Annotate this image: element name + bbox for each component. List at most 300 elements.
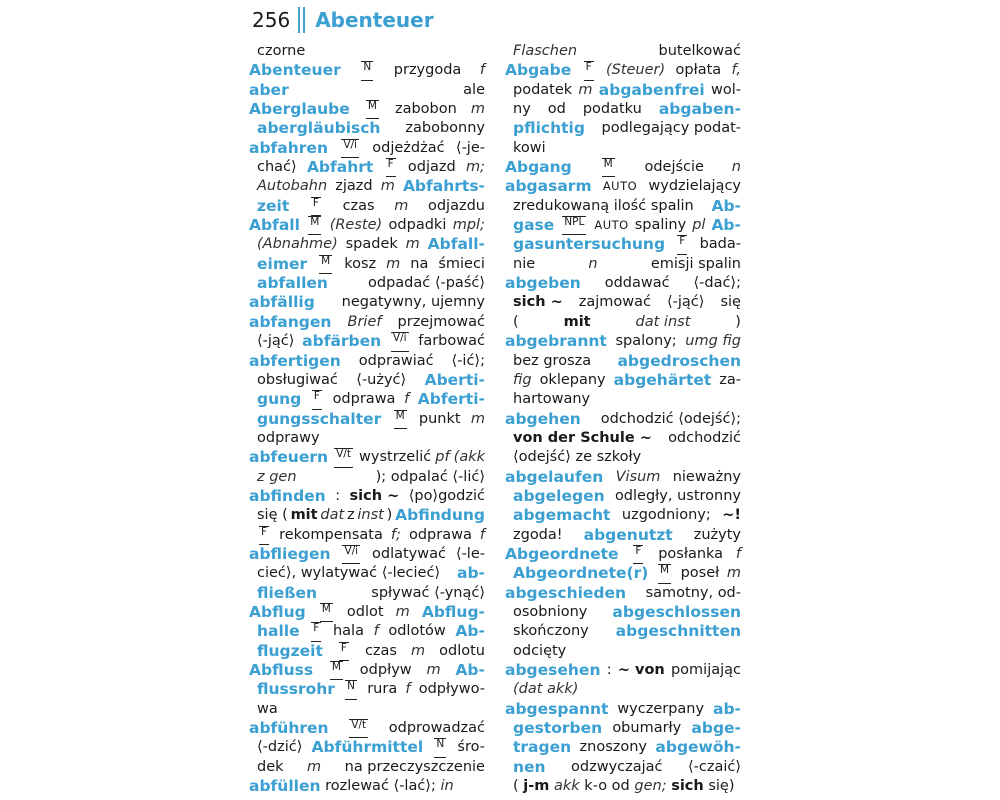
headword: abgedroschen xyxy=(617,351,741,370)
gender-tag: V/i xyxy=(391,332,409,351)
headword: halle xyxy=(257,622,300,641)
headword: abgeschnitten xyxy=(615,622,741,641)
dictionary-line xyxy=(505,738,741,757)
dictionary-line xyxy=(505,448,741,467)
bold-phrase: sich xyxy=(671,778,704,795)
headword: flugzeit xyxy=(257,641,323,660)
entry-text: bada- xyxy=(699,236,741,253)
entry-text: się ( xyxy=(257,507,288,524)
dictionary-line xyxy=(505,487,741,506)
italic-note: dat xyxy=(320,507,345,524)
entry-text: kowi xyxy=(513,139,546,156)
dictionary-line xyxy=(249,274,485,293)
entry-text: ⟨-czaić⟩ xyxy=(687,758,741,775)
dictionary-line xyxy=(505,255,741,274)
dictionary-line xyxy=(249,158,485,177)
entry-text: czorne xyxy=(257,43,306,59)
dictionary-line xyxy=(505,61,741,80)
italic-note: gen; xyxy=(634,778,667,795)
dictionary-line xyxy=(505,429,741,448)
headword: abfüllen xyxy=(249,777,321,796)
entry-text: odlotu xyxy=(439,642,485,659)
headword: tragen xyxy=(513,738,572,757)
entry-text: zużyty xyxy=(693,526,741,543)
gender-tag: F xyxy=(311,197,321,216)
italic-note: m; xyxy=(465,159,485,176)
gender-tag: N xyxy=(434,738,446,757)
italic-note: m xyxy=(405,236,420,253)
headword: nen xyxy=(513,757,546,776)
entry-text: ⟨-ić⟩; xyxy=(451,352,485,369)
entry-text: osobniony xyxy=(513,603,588,620)
entry-text: odprawy xyxy=(257,429,320,446)
dictionary-line xyxy=(249,622,485,641)
entry-text: hala xyxy=(332,623,364,640)
italic-note: f xyxy=(405,681,411,698)
headword: zeit xyxy=(257,196,290,215)
gender-tag: M xyxy=(366,100,379,119)
headword: abge- xyxy=(691,719,741,738)
entry-text: spaliny xyxy=(634,217,687,234)
entry-text: ale xyxy=(463,81,485,98)
entry-text: odpadać ⟨-paść⟩ xyxy=(368,275,485,292)
entry-text: skończony xyxy=(513,623,589,640)
dictionary-line xyxy=(505,371,741,390)
entry-text: ⟨po⟩godzić xyxy=(408,487,485,504)
entry-text: odprowadzać xyxy=(388,720,485,737)
headword: abgaben- xyxy=(658,100,741,119)
entry-text: odlot xyxy=(346,603,384,620)
italic-note: m xyxy=(386,255,401,272)
header-divider xyxy=(303,7,305,33)
entry-text: nie xyxy=(513,255,536,272)
dictionary-line xyxy=(505,158,741,177)
gender-tag: F xyxy=(677,235,687,254)
entry-text: odchodzić ⟨odejść⟩; xyxy=(600,410,741,427)
entry-text: butelkować xyxy=(658,43,741,59)
dictionary-line xyxy=(505,584,741,603)
headword: abgemacht xyxy=(513,506,611,525)
headword: Abflug xyxy=(249,602,306,621)
entry-text: obumarły xyxy=(612,720,682,737)
italic-note: in xyxy=(440,778,454,795)
headword: gase xyxy=(513,216,555,235)
entry-text: zabobonny xyxy=(405,120,485,137)
italic-note: pf xyxy=(435,449,450,466)
entry-text: nieważny xyxy=(672,468,741,485)
italic-note: f xyxy=(735,545,741,562)
headword: eimer xyxy=(257,254,308,273)
entry-text: rekompensata xyxy=(279,526,383,543)
bold-phrase: von der Schule ~ xyxy=(513,429,652,446)
bold-phrase: ~! xyxy=(722,507,741,524)
gender-tag: M xyxy=(394,410,407,429)
entry-text: odpadki xyxy=(388,217,447,234)
italic-note: n xyxy=(588,255,598,272)
entry-text: ⟨-lać⟩; xyxy=(393,778,436,795)
headword: abfahren xyxy=(249,138,328,157)
headword: Abgabe xyxy=(505,61,572,80)
bold-phrase: sich ~ xyxy=(349,487,400,504)
entry-text: ⟨-jąć⟩ xyxy=(257,333,295,350)
dictionary-line xyxy=(505,564,741,583)
headword: gestorben xyxy=(513,719,603,738)
dictionary-line xyxy=(505,139,741,158)
entry-text: zjazd xyxy=(335,178,373,195)
gender-tag: V/i xyxy=(342,545,360,564)
italic-note: m xyxy=(470,101,485,118)
headword: abfärben xyxy=(302,332,382,351)
page-number: 256 xyxy=(252,8,291,32)
entry-text: poseł xyxy=(680,565,720,582)
entry-text: hartowany xyxy=(513,391,591,408)
dictionary-line xyxy=(249,719,485,738)
dictionary-line xyxy=(249,371,485,390)
entry-text: z xyxy=(346,507,355,524)
dictionary-line xyxy=(505,274,741,293)
dictionary-line xyxy=(505,313,741,332)
bold-phrase: j-m xyxy=(523,778,550,795)
headword: Abführmittel xyxy=(311,738,424,757)
bold-phrase: mit xyxy=(563,313,591,330)
italic-note: m xyxy=(726,565,741,582)
dictionary-line xyxy=(249,255,485,274)
italic-note: fig xyxy=(513,371,532,388)
entry-text: na xyxy=(410,255,429,272)
headword: abgeschieden xyxy=(505,583,627,602)
entry-text: odlatywać xyxy=(372,545,446,562)
dictionary-line xyxy=(505,352,741,371)
italic-note: umg fig xyxy=(685,333,741,350)
headword: aber xyxy=(249,80,289,99)
italic-note: f xyxy=(479,526,485,543)
dictionary-line xyxy=(249,293,485,312)
italic-note: m xyxy=(470,410,485,427)
entry-text: przejmować xyxy=(397,313,485,330)
dictionary-line xyxy=(249,487,485,506)
entry-text: ⟨-użyć⟩ xyxy=(356,371,407,388)
headword: abgelaufen xyxy=(505,467,604,486)
entry-text: podatek xyxy=(513,81,573,98)
entry-text: uzgodniony; xyxy=(621,507,711,524)
gender-tag: M xyxy=(658,564,671,583)
entry-text: wyczerpany xyxy=(617,700,705,717)
entry-text: od xyxy=(547,101,566,118)
gender-tag: N xyxy=(345,680,357,699)
entry-text: śmieci xyxy=(438,255,485,272)
entry-text: ) xyxy=(386,507,393,524)
entry-text: spływać ⟨-ynąć⟩ xyxy=(371,584,485,601)
entry-text: rura xyxy=(367,681,398,698)
gender-tag: N xyxy=(361,61,373,80)
entry-text: wydzielający xyxy=(648,178,741,195)
entry-text: ⟨-dzić⟩ xyxy=(257,739,303,756)
gender-tag: M xyxy=(320,603,333,622)
headword: Aberti- xyxy=(424,370,485,389)
dictionary-line xyxy=(505,216,741,235)
entry-text: wol- xyxy=(710,81,741,98)
headword: abgelegen xyxy=(513,486,605,505)
dictionary-line xyxy=(249,738,485,757)
headword: abergläubisch xyxy=(257,119,381,138)
entry-text: pomijając xyxy=(670,662,741,678)
entry-text: wystrzelić xyxy=(359,449,432,466)
dictionary-line xyxy=(249,448,485,467)
entry-text: spadek xyxy=(345,236,398,253)
dictionary-line xyxy=(249,545,485,564)
headword: abfällig xyxy=(249,293,315,312)
entry-text: spalony; xyxy=(615,333,677,350)
entry-text: odpływo- xyxy=(418,681,485,698)
dictionary-line xyxy=(505,235,741,254)
dictionary-line xyxy=(505,506,741,525)
italic-note: Autobahn xyxy=(257,178,328,195)
headword: Abfindung xyxy=(395,506,485,525)
headword: ab- xyxy=(712,699,741,718)
entry-text: samotny, od- xyxy=(645,584,741,601)
dictionary-line xyxy=(505,719,741,738)
gender-tag: F xyxy=(633,545,643,564)
italic-note: dat inst xyxy=(635,313,691,330)
gender-tag: F xyxy=(339,642,349,661)
entry-text: odjeżdżać xyxy=(372,139,445,156)
entry-text: ny xyxy=(513,101,531,118)
entry-text: się xyxy=(720,294,741,311)
entry-text: odprawiać xyxy=(358,352,434,369)
dictionary-line xyxy=(249,777,485,796)
dictionary-line xyxy=(505,700,741,719)
headword: Abgang xyxy=(505,158,572,177)
italic-note: z gen xyxy=(257,468,297,485)
entry-text: farbować xyxy=(418,333,485,350)
headword: abgeschlossen xyxy=(612,602,741,621)
headword: Abfahrts- xyxy=(402,177,485,196)
entry-text: emisji spalin xyxy=(650,255,741,272)
entry-text: ⟨-le- xyxy=(455,545,485,562)
dictionary-line xyxy=(249,506,485,525)
gender-tag: V/i xyxy=(341,139,359,158)
italic-note: Brief xyxy=(347,313,382,330)
headword: abfeuern xyxy=(249,448,329,467)
headword: abfliegen xyxy=(249,544,331,563)
italic-note: m xyxy=(578,81,593,98)
headword: Abenteuer xyxy=(249,61,341,80)
headword: Abfall- xyxy=(427,235,485,254)
entry-text: ⟨-jąć⟩ xyxy=(667,294,705,311)
headword: abgewöh- xyxy=(655,738,741,757)
italic-note: (Abnahme) xyxy=(257,236,338,253)
entry-text: kosz xyxy=(344,255,377,272)
gender-tag: F xyxy=(311,622,321,641)
entry-text: podlegający podat- xyxy=(601,120,741,137)
dictionary-line xyxy=(249,526,485,545)
headword: Abfluss xyxy=(249,661,314,679)
entry-text: śro- xyxy=(457,739,485,756)
headword: ab- xyxy=(457,564,485,583)
dictionary-line xyxy=(249,119,485,138)
entry-text: za- xyxy=(719,371,741,388)
dictionary-line xyxy=(249,642,485,661)
entry-text: : xyxy=(335,487,341,504)
dictionary-line xyxy=(249,410,485,429)
bold-phrase: mit xyxy=(290,507,318,524)
entry-text: ) xyxy=(735,313,741,330)
entry-text: odpływ xyxy=(359,662,412,678)
dictionary-line xyxy=(505,545,741,564)
entry-text: ⟨-je- xyxy=(455,139,485,156)
italic-note: Visum xyxy=(615,468,661,485)
headword: gasuntersuchung xyxy=(513,235,666,254)
domain-label: AUTO xyxy=(594,218,629,233)
entry-text: się) xyxy=(708,778,735,795)
dictionary-line xyxy=(505,661,741,680)
headword: abfinden xyxy=(249,486,326,505)
dictionary-line xyxy=(249,468,485,487)
entry-text: zgoda! xyxy=(513,526,563,543)
entry-text: k-o od xyxy=(584,778,630,795)
italic-note: m xyxy=(395,603,410,620)
italic-note: f xyxy=(373,623,379,640)
dictionary-line xyxy=(505,642,741,661)
bold-phrase: ~ von xyxy=(617,662,665,678)
headword: gungsschalter xyxy=(257,409,382,428)
headword: Abgeordnete xyxy=(505,544,619,563)
headword: abfallen xyxy=(257,274,328,293)
entry-text: odejście xyxy=(644,159,704,176)
gender-tag: F xyxy=(584,61,594,80)
dictionary-line xyxy=(249,680,485,699)
entry-text: odzwyczajać xyxy=(571,758,663,775)
dictionary-line xyxy=(249,564,485,583)
dictionary-line xyxy=(249,390,485,409)
gender-tag: V/t xyxy=(334,448,353,467)
headword: abgenutzt xyxy=(583,525,673,544)
entry-text: odległy, ustronny xyxy=(614,487,741,504)
dictionary-line xyxy=(249,81,485,100)
italic-note: f xyxy=(479,62,485,79)
entry-text: zajmować xyxy=(578,294,651,311)
gender-tag: V/t xyxy=(349,719,368,738)
dictionary-line xyxy=(249,352,485,371)
headword: abgebrannt xyxy=(505,332,607,351)
entry-text: negatywny, ujemny xyxy=(341,294,485,311)
headword: Ab- xyxy=(455,661,485,679)
italic-note: m xyxy=(380,178,395,195)
gender-tag: F xyxy=(386,158,396,177)
gender-tag: M xyxy=(330,661,343,680)
headword: abgabenfrei xyxy=(598,80,705,99)
gender-tag: M xyxy=(319,255,332,274)
italic-note: inst xyxy=(357,507,384,524)
entry-text: obsługiwać xyxy=(257,371,338,388)
entry-text: ⟨odejść⟩ ze szkoły xyxy=(513,449,642,466)
dictionary-line xyxy=(249,332,485,351)
headword: Ab- xyxy=(711,196,741,215)
entry-text: oklepany xyxy=(539,371,606,388)
gender-tag: M xyxy=(602,158,615,177)
dictionary-line xyxy=(249,177,485,196)
entry-text: odprawa xyxy=(408,526,472,543)
headword: abgehärtet xyxy=(613,370,712,389)
dictionary-line xyxy=(505,758,741,777)
headword: fließen xyxy=(257,583,318,602)
dictionary-line xyxy=(505,293,741,312)
headword: abgasarm xyxy=(505,177,592,196)
entry-text: odjazdu xyxy=(427,197,485,214)
headword: Abfahrt xyxy=(306,158,374,177)
italic-note: m xyxy=(307,758,322,775)
headword: Aberglaube xyxy=(249,100,350,119)
domain-label: AUTO xyxy=(602,179,638,194)
dictionary-line xyxy=(505,680,741,699)
italic-note: Flaschen xyxy=(513,43,578,59)
headword: abfangen xyxy=(249,312,332,331)
headword: abführen xyxy=(249,719,329,738)
entry-text: odlotów xyxy=(388,623,446,640)
entry-text: odcięty xyxy=(513,642,567,659)
running-head-title: Abenteuer xyxy=(315,8,434,32)
headword: abgespannt xyxy=(505,699,609,718)
entry-text: ⟨-dać⟩; xyxy=(693,275,741,292)
left-column xyxy=(249,42,485,796)
dictionary-line xyxy=(249,758,485,777)
entry-text: przygoda xyxy=(393,62,462,79)
dictionary-line xyxy=(505,332,741,351)
dictionary-line xyxy=(249,216,485,235)
italic-note: f, xyxy=(731,62,741,79)
dictionary-line xyxy=(505,603,741,622)
dictionary-line xyxy=(249,139,485,158)
entry-text: znoszony xyxy=(579,739,648,756)
entry-text: : xyxy=(606,662,612,678)
dictionary-line xyxy=(249,603,485,622)
entry-text: oddawać xyxy=(604,275,670,292)
italic-note: m xyxy=(426,662,441,678)
italic-note: m xyxy=(411,642,426,659)
entry-text: zabobon xyxy=(394,101,457,118)
entry-text: odchodzić xyxy=(668,429,741,446)
dictionary-line xyxy=(249,313,485,332)
dictionary-line xyxy=(249,429,485,448)
entry-text: ( xyxy=(513,778,519,795)
entry-text: zredukowaną ilość spalin xyxy=(513,197,694,214)
dictionary-line xyxy=(249,584,485,603)
italic-note: akk xyxy=(554,778,580,795)
dictionary-line xyxy=(249,197,485,216)
dictionary-line xyxy=(249,235,485,254)
entry-text: podatku xyxy=(582,101,642,118)
headword: abgeben xyxy=(505,274,581,293)
italic-note: (Reste) xyxy=(329,217,383,234)
italic-note: pl xyxy=(692,217,706,234)
dictionary-line xyxy=(505,777,741,796)
entry-text: na przeczyszczenie xyxy=(344,758,485,775)
entry-text: bez grosza xyxy=(513,352,592,369)
entry-text: cieć⟩, wylatywać ⟨-lecieć⟩ xyxy=(257,565,441,582)
entry-text: odjazd xyxy=(407,159,456,176)
headword: Ab- xyxy=(455,622,485,641)
headword: Ab- xyxy=(711,216,741,235)
headword: Abgeordnete(r) xyxy=(513,564,649,583)
italic-note: f; xyxy=(390,526,401,543)
entry-text: czas xyxy=(342,197,375,214)
dictionary-line xyxy=(505,177,741,196)
header-divider xyxy=(298,7,300,33)
entry-text: czas xyxy=(364,642,397,659)
gender-tag: F xyxy=(259,526,269,545)
dictionary-line xyxy=(249,700,485,719)
entry-text: chać⟩ xyxy=(257,159,297,176)
